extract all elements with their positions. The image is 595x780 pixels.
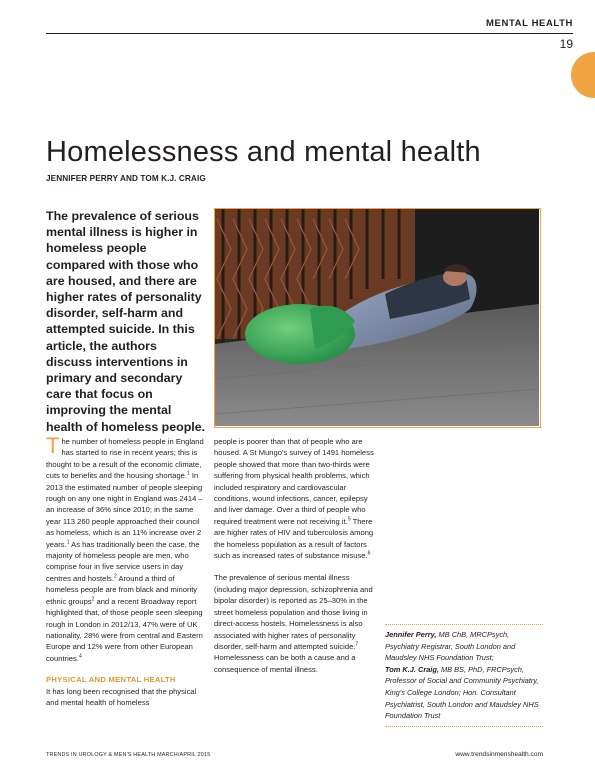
text-segment: The prevalence of serious mental illness (including major depression, schizophrenia and bipolar disorder) is reported as 25–30% in the street homeless population and those living in direct-access hostels. Homelessness is also associated with higher rates of personality disorder, self-harm and attempted suicide. (214, 573, 373, 651)
standfirst: The prevalence of serious mental illness is higher in homeless people compared with those who are housed, and there are higher rates of personality disorder, self-harm and attempted suicide. In this article, the authors discuss interventions in primary and secondary care that focus on improving the mental health of homeless people. (46, 209, 206, 434)
reference-marker: 5 (347, 516, 351, 523)
text-segment: As has traditionally been the case, the majority of homeless people are men, who comprise four in five service users in day centres and hostels. (46, 539, 200, 583)
text-segment: In 2013 the estimated number of people sleeping rough on any one night in England was 2414 – an increase of 36% since 2010; in the same year 113 260 people approached their council as homeless, which is an 11% increase over 2 years. (46, 471, 203, 549)
reference-marker: 7 (355, 641, 359, 648)
text-segment: Homelessness can be both a cause and a consequence of mental illness. (214, 653, 356, 674)
subheading: PHYSICAL AND MENTAL HEALTH (46, 675, 176, 685)
website-link[interactable]: www.trendsinmenshealth.com (455, 751, 543, 758)
page-number: 19 (559, 37, 573, 51)
journal-footer: TRENDS IN UROLOGY & MEN'S HEALTH MARCH/APRIL 2015 (46, 752, 211, 758)
reference-marker: 4 (78, 653, 82, 660)
body-paragraph: It has long been recognised that the physical and mental health of homeless (46, 686, 197, 707)
reference-marker: 1 (187, 470, 190, 477)
body-paragraph (214, 572, 374, 675)
reference-marker: 1 (66, 539, 70, 546)
author-credentials: MB ChB, MRCPsych, Psychiatry Registrar, South London and Maudsley NHS Foundation Trust; (385, 630, 516, 663)
text-segment: There are higher rates of HIV and tuberculosis among the homeless population as a result of factors such as increased rates of substance misuse. (214, 516, 374, 561)
section-label: MENTAL HEALTH (486, 18, 573, 29)
article-photo (214, 208, 541, 428)
article-authors: JENNIFER PERRY AND TOM K.J. CRAIG (46, 174, 206, 183)
body-paragraph (214, 436, 374, 561)
intro-paragraph (46, 433, 206, 664)
reference-marker: 6 (367, 550, 371, 557)
text-segment: people is poorer than that of people who are housed. A St Mungo's survey of 1491 homeless people showed that more than two-thirds were suffering from physical health problems, which included respiratory and cardiovascular conditions, wound infections, cancer, epilepsy and liver damage. Over a third of people who required treatment were not receiving it. (214, 437, 374, 526)
author-name: Tom K.J. Craig, (385, 664, 439, 674)
article-title: Homelessness and mental health (46, 136, 481, 169)
body-column-2 (214, 436, 374, 675)
author-bio (385, 624, 543, 727)
text-segment: he number of homeless people in England has started to rise in recent years; this is thought to be a result of the economic climate, cuts to benefits and the housing shortage. (46, 437, 204, 481)
reference-marker: 2 (113, 573, 117, 580)
body-column-1 (46, 433, 206, 708)
text-segment: Around a third of homeless people are from black and minority ethnic groups (46, 573, 198, 606)
section-tab-marker (571, 52, 595, 98)
header-rule (46, 33, 573, 34)
author-name: Jennifer Perry, (385, 630, 437, 639)
text-segment: and a recent Broadway report highlighted that, of those people seen sleeping rough in London in 2012/13, 47% were of UK nationality, 28% were from central and Eastern Europe and 12% were from other European countries. (46, 596, 203, 663)
reference-marker: 2 (91, 596, 95, 603)
author-credentials: MB BS, PhD, FRCPsych, Professor of Social and Community Psychiatry, King's College London; Hon. Consultant Psychiatrist, South London and Maudsley NHS Foundation Trust (385, 664, 539, 721)
drop-cap: T (46, 433, 60, 458)
